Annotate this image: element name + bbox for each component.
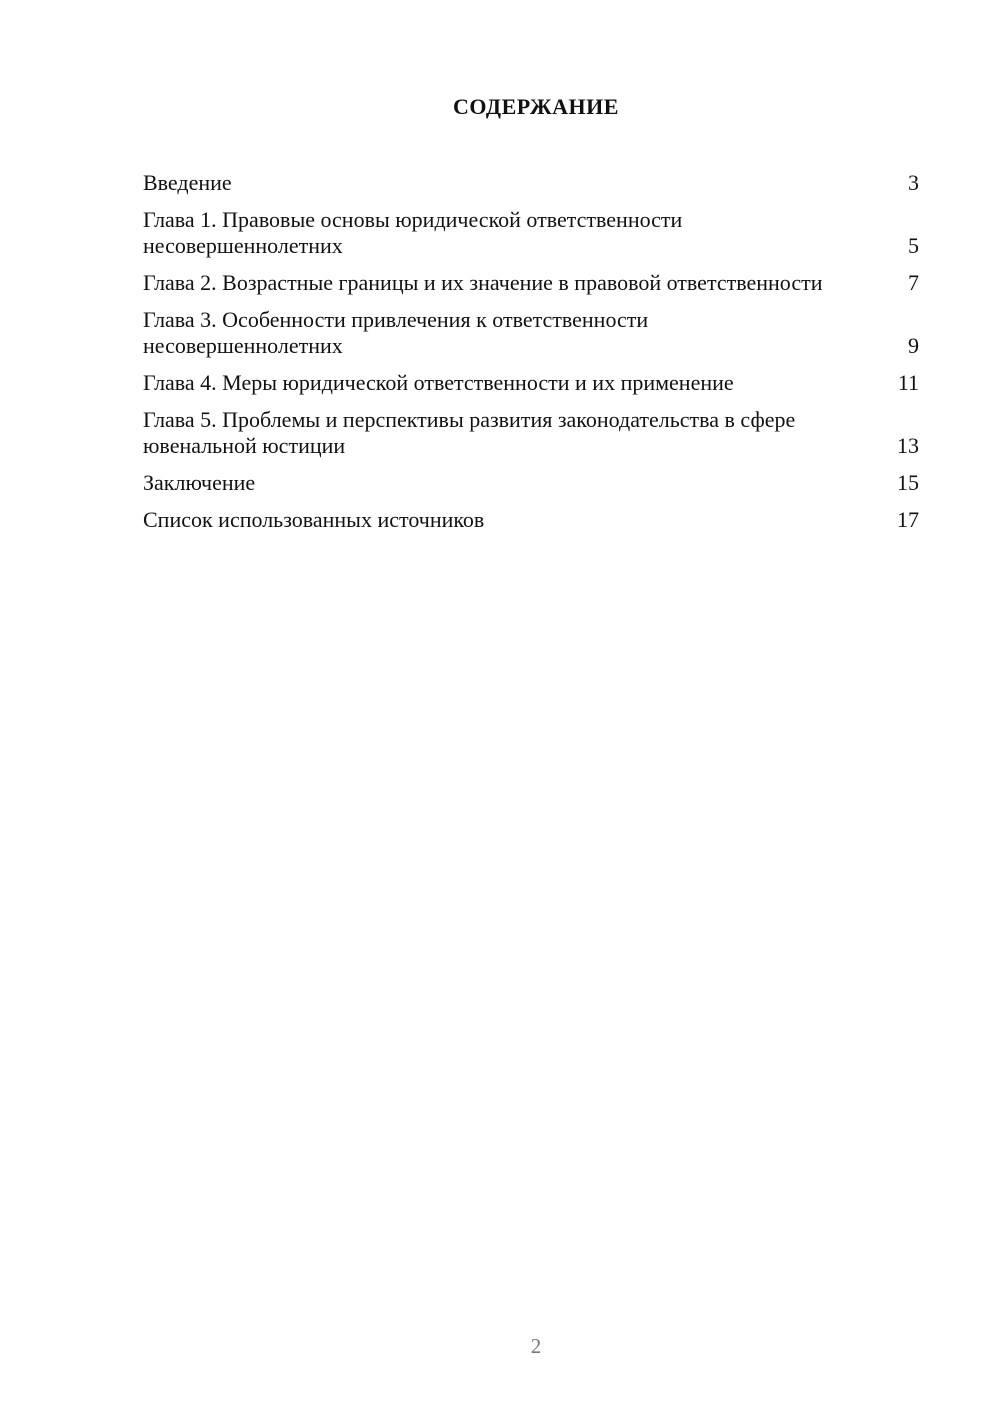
toc-entry-page: 9 [908,333,919,358]
toc-entry-chapter-5[interactable] [143,407,919,459]
toc-entry-text: Заключение [143,470,256,495]
page-number: 2 [530,1334,542,1358]
toc-entry-conclusion[interactable] [143,470,919,496]
toc-entry-text: Введение [143,170,232,195]
table-of-contents [143,170,919,544]
toc-entry-introduction[interactable] [143,170,919,196]
toc-entry-text: Глава 5. Проблемы и перспективы развития законодательства в сфере ювенальной юстиции [143,407,796,458]
toc-entry-page: 13 [897,433,919,458]
toc-entry-chapter-1[interactable] [143,207,919,259]
toc-entry-page: 7 [908,270,919,295]
toc-entry-chapter-2[interactable] [143,270,919,296]
toc-entry-references[interactable] [143,507,919,533]
toc-entry-text: Глава 3. Особенности привлечения к ответственности несовершеннолетних [143,307,649,358]
toc-entry-page: 17 [897,507,919,532]
toc-entry-page: 11 [897,370,919,395]
toc-entry-page: 5 [908,233,919,258]
toc-entry-text: Глава 2. Возрастные границы и их значение в правовой ответственности [143,270,823,295]
toc-entry-chapter-3[interactable] [143,307,919,359]
toc-entry-text: Глава 4. Меры юридической ответственности и их применение [143,370,734,395]
toc-entry-page: 3 [908,170,919,195]
toc-entry-text: Список использованных источников [143,507,485,532]
toc-entry-page: 15 [897,470,919,495]
toc-entry-chapter-4[interactable] [143,370,919,396]
toc-entry-text: Глава 1. Правовые основы юридической ответственности несовершеннолетних [143,207,683,258]
page-title: СОДЕРЖАНИЕ [453,94,619,119]
